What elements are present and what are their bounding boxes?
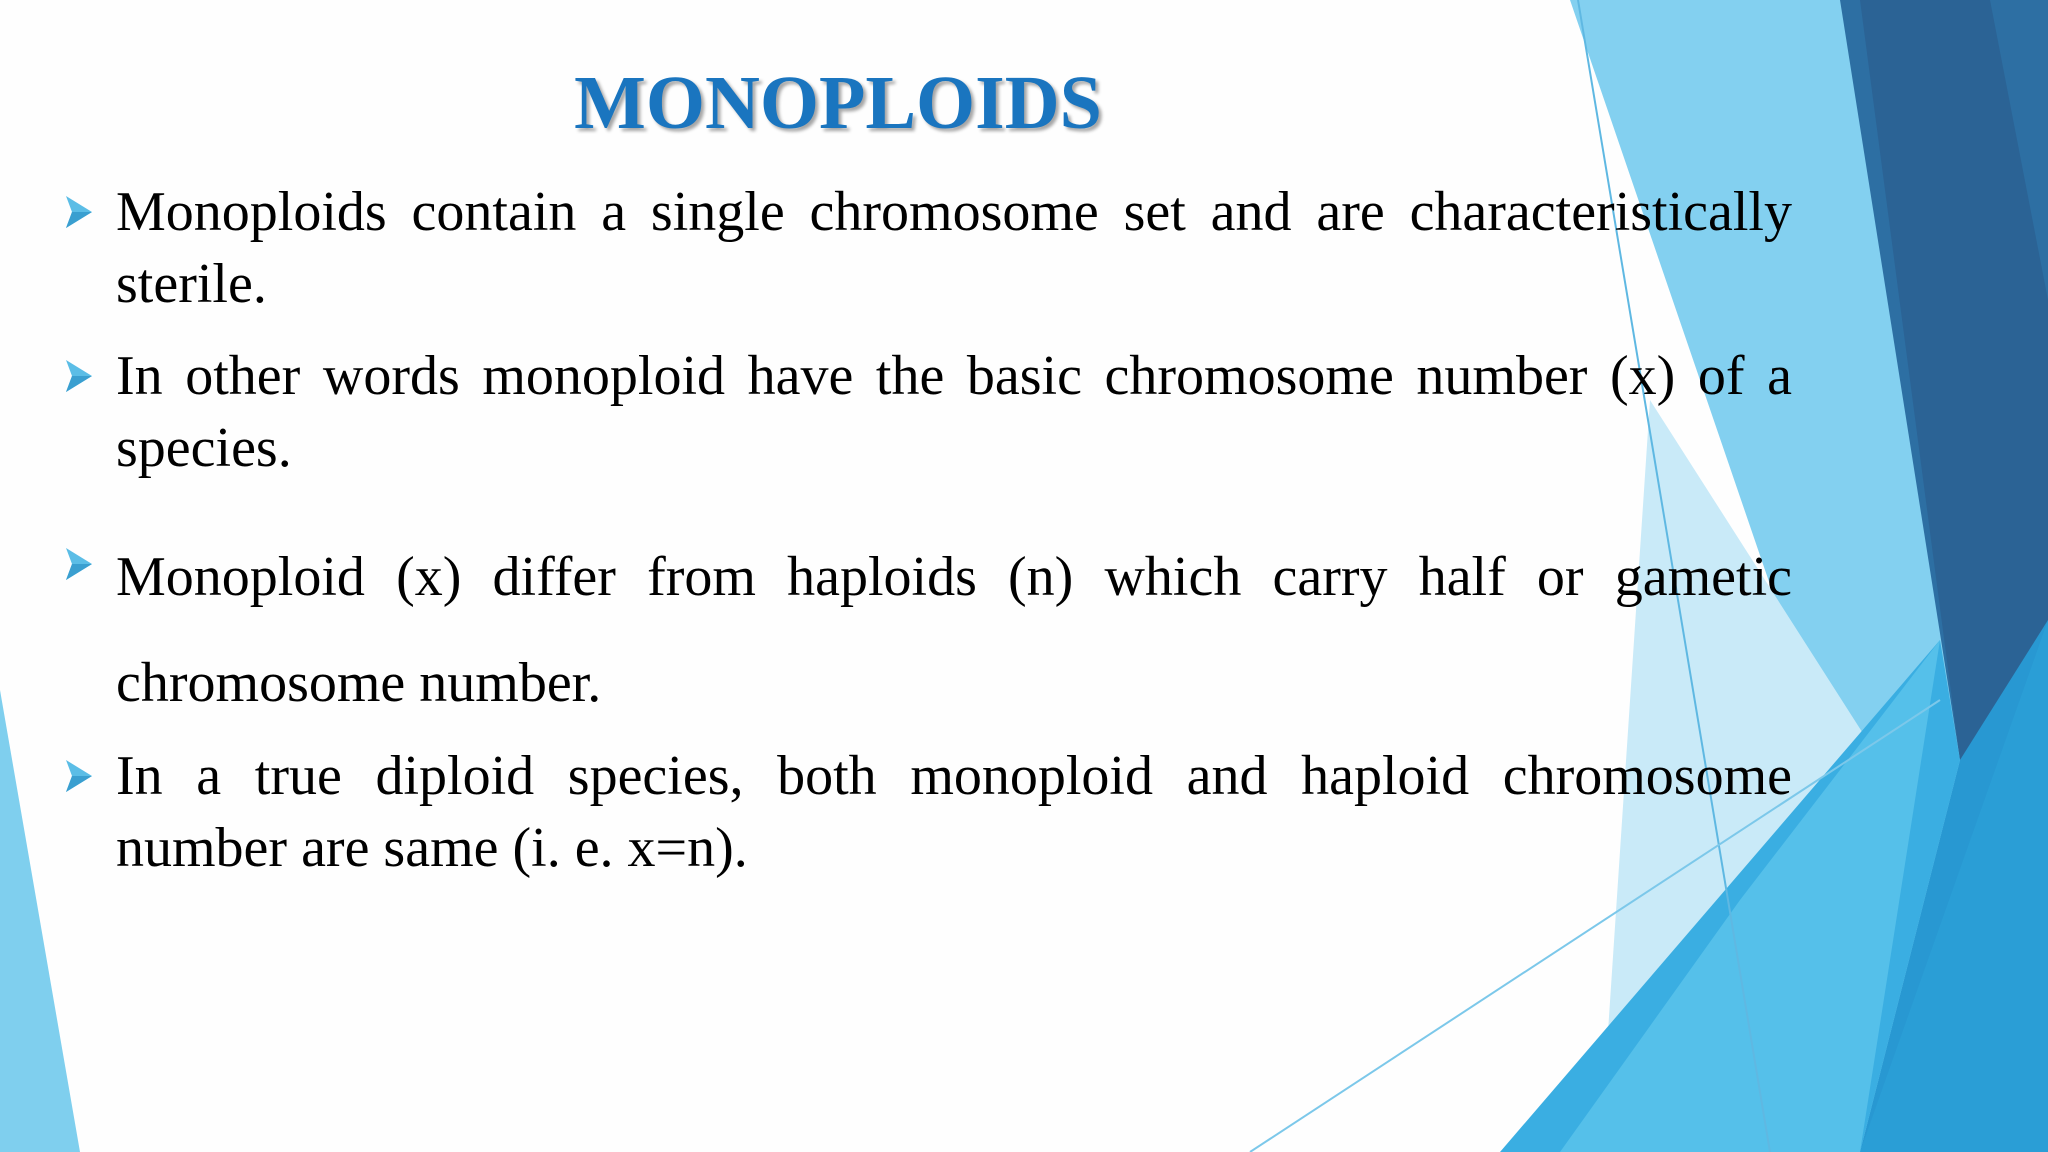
arrow-bullet-icon xyxy=(62,544,96,584)
bullet-item-1: Monoploids contain a single chromosome set and are characteristically sterile. xyxy=(116,181,1792,315)
arrow-bullet-icon xyxy=(62,356,96,396)
bullet-item-4: In a true diploid species, both monoploid and haploid chromosome number are same (i. e. x=n). xyxy=(116,745,1792,879)
arrow-bullet-icon xyxy=(62,756,96,796)
slide-title: MONOPLOIDS xyxy=(574,61,1102,145)
bullet-item-2: In other words monoploid have the basic chromosome number (x) of a species. xyxy=(116,345,1792,479)
arrow-bullet-icon xyxy=(62,192,96,232)
bullet-item-3: Monoploid (x) differ from haploids (n) which carry half or gametic chromosome number. xyxy=(116,546,1792,714)
